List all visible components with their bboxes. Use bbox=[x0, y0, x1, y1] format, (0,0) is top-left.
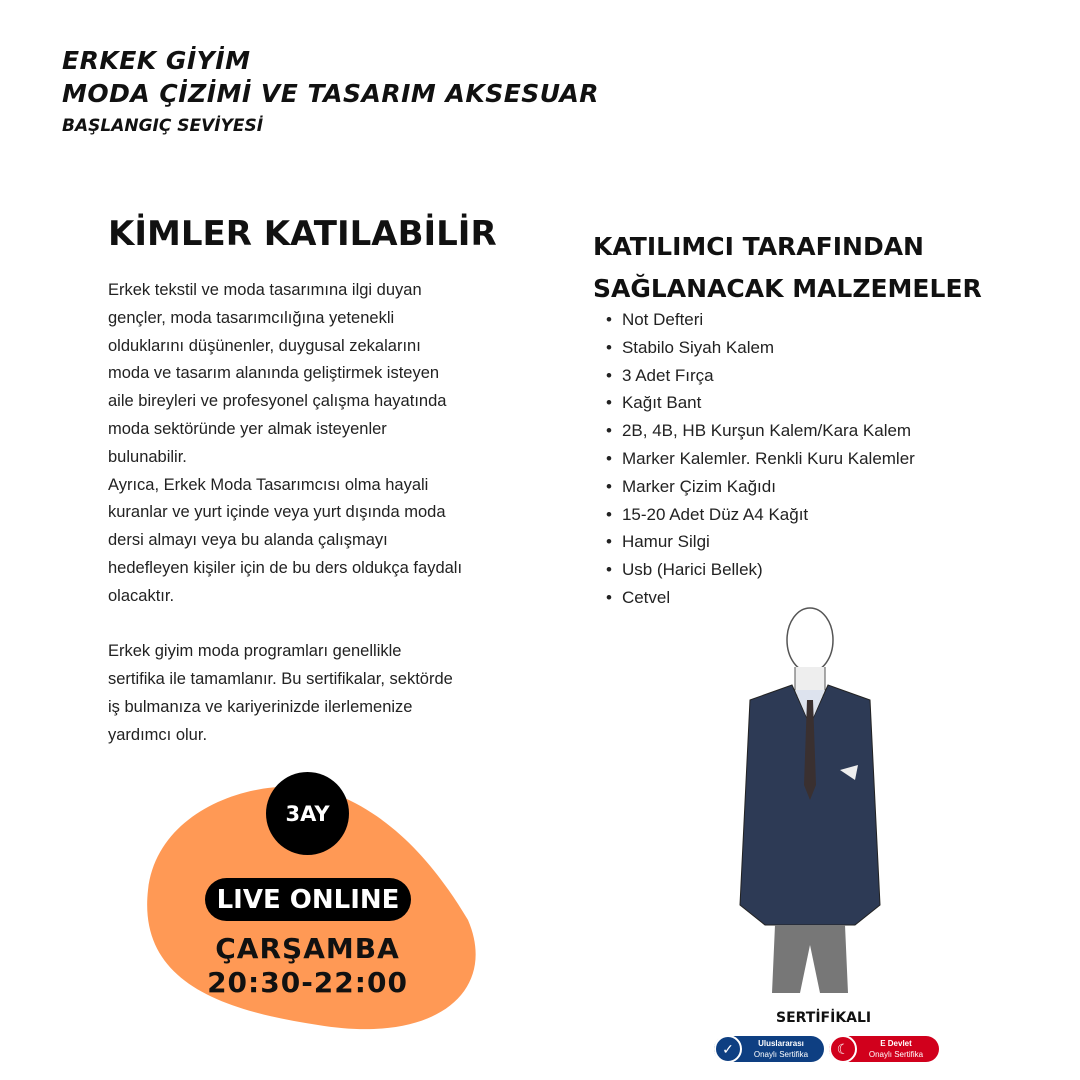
paragraph-line: olacaktır. bbox=[108, 586, 175, 605]
edevlet-certificate-badge bbox=[829, 1036, 939, 1062]
duration-badge: 3AY bbox=[266, 772, 349, 855]
certified-label: SERTİFİKALI bbox=[776, 1010, 872, 1026]
international-certificate-badge bbox=[714, 1036, 824, 1062]
paragraph-line: hedefleyen kişiler için de bu ders oldukça faydalı bbox=[108, 558, 463, 577]
schedule-time bbox=[180, 932, 435, 1000]
paragraph-line: olduklarını düşünenler, duygusal zekalarını bbox=[108, 336, 421, 355]
who-can-join-text bbox=[108, 277, 528, 750]
paragraph-line: Erkek giyim moda programları genellikle bbox=[108, 642, 402, 661]
material-item: • Cetvel bbox=[606, 584, 915, 612]
material-item: • Usb (Harici Bellek) bbox=[606, 556, 915, 584]
badge1-subtitle: Onaylı Sertifika bbox=[753, 1050, 809, 1059]
materials-heading-line2: SAĞLANACAK MALZEMELER bbox=[593, 274, 982, 303]
material-item: • Marker Kalemler. Renkli Kuru Kalemler bbox=[606, 445, 915, 473]
schedule-day: ÇARŞAMBA bbox=[215, 932, 400, 965]
paragraph-line: gençler, moda tasarımcılığına yetenekli bbox=[108, 308, 395, 327]
paragraph-line: Erkek tekstil ve moda tasarımına ilgi duyan bbox=[108, 281, 422, 299]
page-header bbox=[62, 44, 599, 136]
material-item: • Not Defteri bbox=[606, 306, 915, 334]
material-item: • Kağıt Bant bbox=[606, 389, 915, 417]
materials-list bbox=[606, 306, 915, 612]
paragraph-line: sertifika ile tamamlanır. Bu sertifikalar, sektörde bbox=[108, 670, 453, 689]
schedule-hours: 20:30-22:00 bbox=[207, 966, 408, 999]
live-online-badge: LIVE ONLINE bbox=[205, 878, 411, 921]
material-item: • Stabilo Siyah Kalem bbox=[606, 334, 915, 362]
edevlet-logo-icon: ☾ bbox=[829, 1035, 857, 1063]
paragraph-line: Ayrıca, Erkek Moda Tasarımcısı olma hayali bbox=[108, 475, 429, 494]
paragraph-line: bulunabilir. bbox=[108, 447, 187, 466]
paragraph-line: kuranlar ve yurt içinde veya yurt dışında moda bbox=[108, 503, 446, 522]
paragraph-line: yardımcı olur. bbox=[108, 725, 208, 744]
material-item: • 2B, 4B, HB Kurşun Kalem/Kara Kalem bbox=[606, 417, 915, 445]
who-can-join-heading: KİMLER KATILABİLİR bbox=[108, 214, 497, 254]
paragraph-line: iş bulmanıza ve kariyerinizde ilerlemenize bbox=[108, 697, 413, 716]
materials-heading-line1: KATILIMCI TARAFINDAN bbox=[593, 232, 924, 261]
material-item: • Marker Çizim Kağıdı bbox=[606, 473, 915, 501]
paragraph-line: dersi almayı veya bu alanda çalışmayı bbox=[108, 531, 388, 550]
paragraph-line: moda ve tasarım alanında geliştirmek isteyen bbox=[108, 364, 440, 383]
paragraph-gap bbox=[108, 611, 528, 639]
level-subtitle: BAŞLANGIÇ SEVİYESİ bbox=[62, 116, 264, 136]
material-item: • 3 Adet Fırça bbox=[606, 362, 915, 390]
suit-illustration bbox=[730, 605, 890, 995]
check-icon: ✓ bbox=[714, 1035, 742, 1063]
material-item: • 15-20 Adet Düz A4 Kağıt bbox=[606, 501, 915, 529]
badge2-title: E Devlet bbox=[880, 1039, 912, 1048]
badge1-title: Uluslararası bbox=[758, 1039, 804, 1048]
paragraph-line: moda sektöründe yer almak isteyenler bbox=[108, 419, 387, 438]
materials-heading bbox=[593, 226, 982, 310]
material-item: • Hamur Silgi bbox=[606, 528, 915, 556]
title-line-1: ERKEK GİYİM bbox=[62, 46, 251, 75]
badge2-subtitle: Onaylı Sertifika bbox=[868, 1050, 924, 1059]
title-line-2: MODA ÇİZİMİ VE TASARIM AKSESUAR bbox=[62, 79, 600, 108]
paragraph-line: aile bireyleri ve profesyonel çalışma hayatında bbox=[108, 392, 447, 411]
